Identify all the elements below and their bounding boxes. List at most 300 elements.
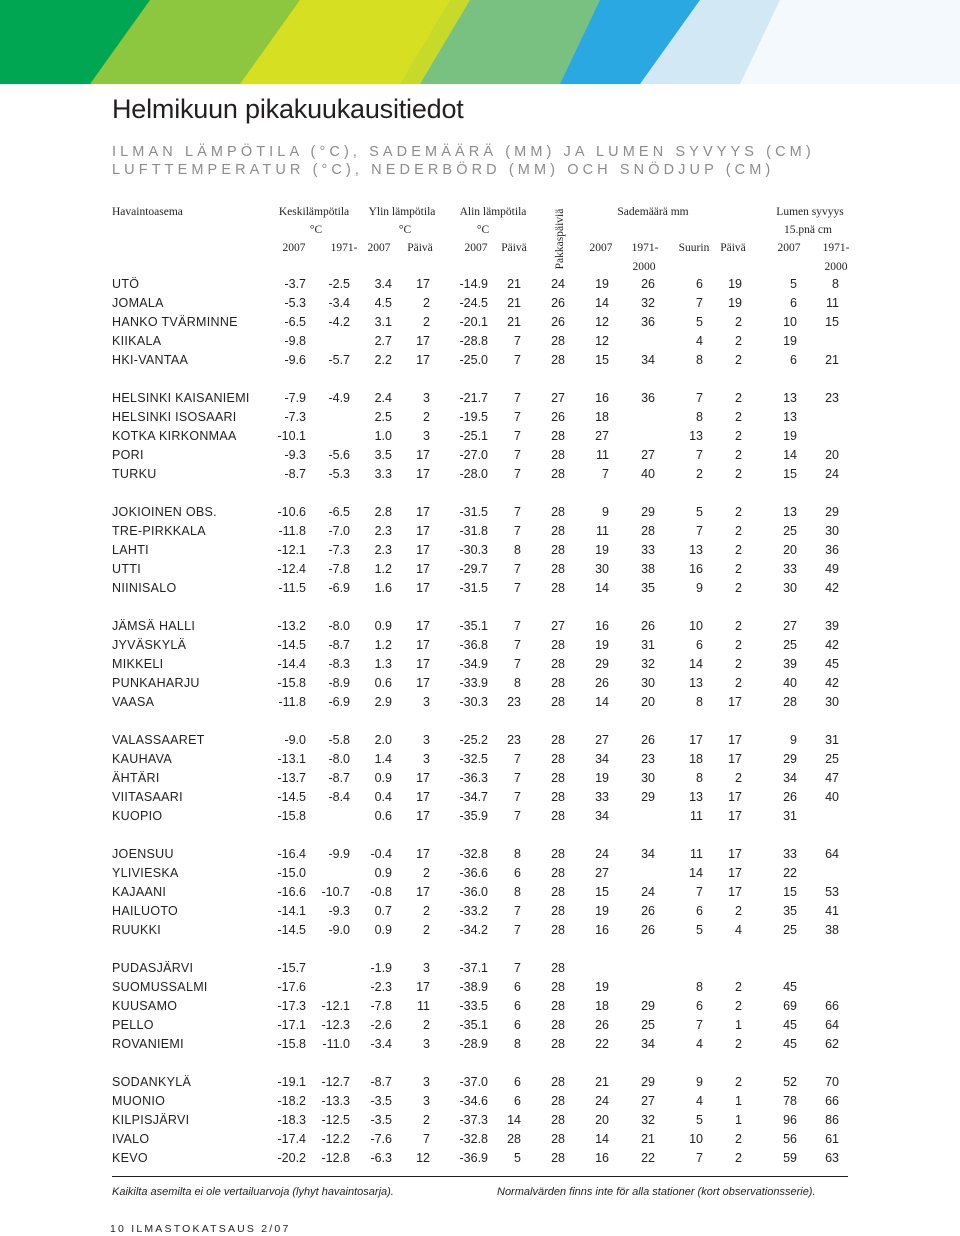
cell-precip-largest: 13: [689, 429, 703, 443]
cell-min-day: 8: [514, 885, 521, 899]
cell-snow-1971-2000: 8: [832, 277, 839, 291]
table-row: [0, 294, 960, 313]
cell-mean-2007: -14.4: [277, 657, 306, 671]
cell-min-day: 23: [507, 695, 521, 709]
cell-precip-largest: 11: [690, 809, 703, 823]
station-name: MIKKELI: [112, 657, 164, 671]
cell-max-day: 3: [423, 391, 430, 405]
station-name: KEVO: [112, 1151, 148, 1165]
cell-mean-2007: -11.5: [278, 581, 306, 595]
cell-mean-1971-2000: -4.2: [328, 315, 350, 329]
station-name: KAJAANI: [112, 885, 167, 899]
station-name: KOTKA KIRKONMAA: [112, 429, 237, 443]
cell-max-day: 2: [423, 1018, 430, 1032]
cell-snow-2007: 25: [783, 524, 797, 538]
station-name: JÄMSÄ HALLI: [112, 619, 196, 633]
cell-min-day: 7: [514, 353, 521, 367]
cell-precip-2007: 33: [595, 790, 609, 804]
cell-snow-2007: 15: [783, 467, 797, 481]
cell-precip-day: 19: [728, 277, 742, 291]
cell-precip-day: 17: [728, 733, 742, 747]
cell-frost-days: 26: [551, 296, 565, 310]
cell-precip-1971-2000: 30: [641, 676, 655, 690]
cell-snow-2007: 25: [783, 638, 797, 652]
cell-precip-day: 1: [735, 1018, 742, 1032]
cell-min-day: 7: [514, 923, 521, 937]
cell-min-2007: -21.7: [459, 391, 488, 405]
cell-max-day: 17: [416, 771, 430, 785]
cell-frost-days: 28: [551, 562, 565, 576]
cell-min-2007: -27.0: [459, 448, 488, 462]
cell-frost-days: 28: [551, 1151, 565, 1165]
station-name: SODANKYLÄ: [112, 1075, 192, 1089]
station-name: KAUHAVA: [112, 752, 172, 766]
cell-precip-2007: 14: [595, 1132, 609, 1146]
cell-mean-2007: -14.1: [277, 904, 306, 918]
station-name: JYVÄSKYLÄ: [112, 638, 187, 652]
cell-snow-1971-2000: 61: [825, 1132, 839, 1146]
cell-snow-1971-2000: 47: [825, 771, 839, 785]
cell-snow-2007: 22: [783, 866, 797, 880]
cell-mean-1971-2000: -8.7: [328, 638, 350, 652]
cell-frost-days: 28: [551, 543, 565, 557]
cell-precip-2007: 19: [595, 771, 609, 785]
cell-precip-1971-2000: 26: [641, 923, 655, 937]
cell-mean-2007: -9.8: [284, 334, 306, 348]
page-title: Helmikuun pikakuukausitiedot: [112, 94, 464, 124]
cell-precip-day: 17: [728, 847, 742, 861]
cell-frost-days: 28: [551, 923, 565, 937]
cell-frost-days: 28: [551, 999, 565, 1013]
table-row: [0, 655, 960, 674]
cell-mean-2007: -17.4: [277, 1132, 306, 1146]
subtitle-finnish: ILMAN LÄMPÖTILA (°C), SADEMÄÄRÄ (MM) JA LUMEN SYVYYS (CM): [112, 144, 815, 160]
decorative-banner: [0, 0, 960, 84]
header-max-2007: 2007: [367, 242, 391, 254]
header-mean-temp: Keskilämpötila: [278, 206, 350, 218]
cell-precip-day: 2: [735, 581, 742, 595]
cell-precip-2007: 16: [595, 391, 609, 405]
cell-snow-2007: 10: [783, 315, 797, 329]
station-name: YLIVIESKA: [112, 866, 179, 880]
cell-snow-1971-2000: 21: [825, 353, 839, 367]
cell-mean-1971-2000: -12.1: [321, 999, 350, 1013]
station-name: JOKIOINEN OBS.: [112, 505, 217, 519]
cell-max-day: 7: [423, 1132, 430, 1146]
cell-max-2007: -1.9: [370, 961, 392, 975]
cell-min-2007: -25.2: [459, 733, 488, 747]
cell-min-2007: -33.5: [459, 999, 488, 1013]
station-name: UTTI: [112, 562, 141, 576]
cell-frost-days: 28: [551, 1113, 565, 1127]
table-row: [0, 731, 960, 750]
station-name: VALASSAARET: [112, 733, 205, 747]
cell-precip-2007: 21: [595, 1075, 609, 1089]
cell-precip-1971-2000: 25: [641, 1018, 655, 1032]
cell-precip-day: 17: [728, 695, 742, 709]
cell-max-2007: 0.4: [374, 790, 392, 804]
cell-min-day: 7: [514, 505, 521, 519]
header-precip-largest: Suurin: [678, 242, 710, 254]
table-row: [0, 674, 960, 693]
cell-max-day: 17: [416, 467, 430, 481]
cell-min-day: 21: [507, 296, 521, 310]
cell-precip-day: 1: [735, 1094, 742, 1108]
table-row: [0, 750, 960, 769]
cell-max-day: 3: [423, 961, 430, 975]
cell-precip-day: 2: [735, 771, 742, 785]
cell-min-2007: -37.0: [459, 1075, 488, 1089]
cell-snow-2007: 20: [783, 543, 797, 557]
cell-precip-2007: 20: [595, 1113, 609, 1127]
cell-precip-2007: 24: [595, 847, 609, 861]
cell-mean-2007: -13.2: [277, 619, 306, 633]
station-name: HANKO TVÄRMINNE: [112, 315, 238, 329]
cell-max-2007: 1.2: [374, 562, 392, 576]
cell-precip-largest: 14: [689, 657, 703, 671]
cell-min-2007: -29.7: [459, 562, 488, 576]
cell-frost-days: 28: [551, 885, 565, 899]
cell-mean-1971-2000: -5.3: [328, 467, 350, 481]
cell-precip-day: 4: [735, 923, 742, 937]
cell-min-day: 7: [514, 429, 521, 443]
cell-frost-days: 28: [551, 1075, 565, 1089]
cell-snow-2007: 6: [790, 353, 797, 367]
table-row: [0, 1149, 960, 1168]
cell-min-2007: -28.9: [459, 1037, 488, 1051]
cell-min-2007: -32.8: [459, 1132, 488, 1146]
cell-mean-2007: -11.8: [278, 695, 306, 709]
cell-mean-2007: -9.6: [284, 353, 306, 367]
cell-precip-largest: 6: [696, 904, 703, 918]
cell-min-2007: -25.0: [459, 353, 488, 367]
header-frost-days: Pakkaspäiviä: [554, 208, 566, 270]
cell-mean-1971-2000: -11.0: [322, 1037, 350, 1051]
cell-precip-1971-2000: 36: [641, 315, 655, 329]
cell-mean-1971-2000: -12.7: [321, 1075, 350, 1089]
cell-min-day: 8: [514, 1037, 521, 1051]
cell-max-day: 17: [416, 980, 430, 994]
cell-mean-2007: -10.6: [277, 505, 306, 519]
cell-precip-day: 2: [735, 562, 742, 576]
cell-frost-days: 28: [551, 790, 565, 804]
cell-frost-days: 28: [551, 1094, 565, 1108]
cell-mean-2007: -12.4: [277, 562, 306, 576]
cell-precip-largest: 5: [696, 1113, 703, 1127]
cell-precip-day: 2: [735, 410, 742, 424]
table-row: [0, 902, 960, 921]
cell-frost-days: 28: [551, 676, 565, 690]
cell-max-2007: -0.8: [370, 885, 392, 899]
cell-mean-2007: -15.8: [277, 676, 306, 690]
table-row: [0, 351, 960, 370]
cell-mean-1971-2000: -4.9: [328, 391, 350, 405]
cell-mean-1971-2000: -12.3: [321, 1018, 350, 1032]
table-row: [0, 1035, 960, 1054]
cell-precip-day: 17: [728, 790, 742, 804]
cell-min-2007: -32.5: [459, 752, 488, 766]
cell-precip-2007: 19: [595, 638, 609, 652]
table-body: [0, 275, 960, 1168]
cell-precip-largest: 10: [689, 619, 703, 633]
cell-mean-2007: -14.5: [277, 790, 306, 804]
cell-precip-largest: 6: [696, 638, 703, 652]
cell-precip-1971-2000: 29: [641, 505, 655, 519]
station-name: SUOMUSSALMI: [112, 980, 208, 994]
cell-max-day: 2: [423, 410, 430, 424]
cell-precip-day: 2: [735, 638, 742, 652]
table-row: [0, 769, 960, 788]
cell-mean-2007: -14.5: [277, 923, 306, 937]
cell-max-day: 17: [416, 638, 430, 652]
cell-max-day: 2: [423, 866, 430, 880]
table-row: [0, 427, 960, 446]
cell-mean-1971-2000: -9.3: [328, 904, 350, 918]
cell-max-day: 3: [423, 733, 430, 747]
cell-max-day: 17: [416, 619, 430, 633]
cell-snow-2007: 29: [783, 752, 797, 766]
cell-precip-1971-2000: 27: [641, 1094, 655, 1108]
cell-mean-2007: -19.1: [277, 1075, 306, 1089]
cell-precip-day: 2: [735, 505, 742, 519]
cell-max-2007: -8.7: [370, 1075, 392, 1089]
cell-snow-2007: 40: [783, 676, 797, 690]
cell-precip-largest: 5: [696, 315, 703, 329]
cell-max-2007: 1.6: [374, 581, 392, 595]
cell-precip-2007: 12: [595, 315, 609, 329]
cell-mean-2007: -13.1: [277, 752, 306, 766]
cell-min-2007: -31.5: [459, 505, 488, 519]
cell-precip-largest: 8: [696, 771, 703, 785]
cell-mean-1971-2000: -12.2: [321, 1132, 350, 1146]
cell-snow-2007: 33: [783, 847, 797, 861]
cell-snow-2007: 14: [783, 448, 797, 462]
cell-frost-days: 28: [551, 657, 565, 671]
cell-precip-1971-2000: 26: [641, 733, 655, 747]
cell-snow-1971-2000: 64: [825, 847, 839, 861]
table-row: [0, 807, 960, 826]
cell-mean-1971-2000: -7.8: [328, 562, 350, 576]
cell-min-2007: -38.9: [459, 980, 488, 994]
cell-mean-1971-2000: -5.8: [328, 733, 350, 747]
cell-min-day: 8: [514, 847, 521, 861]
station-name: JOENSUU: [112, 847, 174, 861]
cell-precip-2007: 11: [596, 448, 609, 462]
station-name: ÄHTÄRI: [112, 771, 160, 785]
cell-frost-days: 26: [551, 315, 565, 329]
cell-precip-day: 17: [728, 809, 742, 823]
cell-precip-1971-2000: 34: [641, 353, 655, 367]
cell-max-2007: 2.4: [374, 391, 392, 405]
cell-min-2007: -36.0: [459, 885, 488, 899]
header-unit-min: °C: [476, 224, 490, 236]
cell-min-2007: -30.3: [459, 695, 488, 709]
cell-precip-2007: 15: [595, 885, 609, 899]
cell-precip-2007: 27: [595, 733, 609, 747]
cell-frost-days: 28: [551, 771, 565, 785]
cell-max-day: 17: [416, 885, 430, 899]
cell-min-day: 6: [514, 1018, 521, 1032]
cell-snow-1971-2000: 42: [825, 581, 839, 595]
cell-snow-2007: 13: [783, 410, 797, 424]
cell-frost-days: 28: [551, 505, 565, 519]
cell-max-day: 11: [417, 999, 430, 1013]
cell-max-day: 3: [423, 429, 430, 443]
cell-snow-1971-2000: 30: [825, 695, 839, 709]
cell-precip-2007: 9: [602, 505, 609, 519]
cell-precip-day: 17: [728, 752, 742, 766]
cell-precip-day: 2: [735, 619, 742, 633]
cell-min-day: 28: [507, 1132, 521, 1146]
cell-precip-day: 2: [735, 999, 742, 1013]
table-row: [0, 788, 960, 807]
cell-min-2007: -24.5: [459, 296, 488, 310]
cell-max-2007: 4.5: [374, 296, 392, 310]
cell-max-2007: 0.6: [374, 676, 392, 690]
cell-precip-2007: 19: [595, 980, 609, 994]
cell-precip-2007: 24: [595, 1094, 609, 1108]
station-name: VIITASAARI: [112, 790, 183, 804]
cell-max-day: 2: [423, 923, 430, 937]
cell-min-day: 7: [514, 638, 521, 652]
cell-min-2007: -31.5: [459, 581, 488, 595]
cell-max-2007: 0.7: [374, 904, 392, 918]
cell-precip-day: 19: [728, 296, 742, 310]
cell-snow-2007: 59: [783, 1151, 797, 1165]
cell-min-2007: -28.8: [459, 334, 488, 348]
cell-precip-day: 2: [735, 676, 742, 690]
cell-min-day: 7: [514, 809, 521, 823]
station-name: KIIKALA: [112, 334, 162, 348]
station-name: PUNKAHARJU: [112, 676, 200, 690]
cell-min-day: 23: [507, 733, 521, 747]
cell-precip-day: 1: [735, 1113, 742, 1127]
cell-precip-2007: 14: [595, 296, 609, 310]
cell-precip-day: 2: [735, 657, 742, 671]
cell-max-2007: 3.1: [374, 315, 392, 329]
cell-max-day: 17: [416, 809, 430, 823]
cell-precip-largest: 7: [696, 391, 703, 405]
cell-frost-days: 24: [551, 277, 565, 291]
cell-precip-largest: 9: [696, 581, 703, 595]
cell-precip-day: 2: [735, 448, 742, 462]
cell-precip-largest: 2: [696, 467, 703, 481]
cell-precip-1971-2000: 38: [641, 562, 655, 576]
cell-snow-1971-2000: 39: [825, 619, 839, 633]
cell-precip-1971-2000: 32: [641, 1113, 655, 1127]
cell-precip-1971-2000: 36: [641, 391, 655, 405]
cell-min-day: 7: [514, 524, 521, 538]
cell-mean-2007: -5.3: [284, 296, 306, 310]
cell-max-2007: 2.7: [374, 334, 392, 348]
cell-max-day: 17: [416, 581, 430, 595]
cell-min-2007: -36.8: [459, 638, 488, 652]
station-name: HELSINKI ISOSAARI: [112, 410, 237, 424]
cell-min-2007: -20.1: [459, 315, 488, 329]
cell-precip-largest: 8: [696, 980, 703, 994]
cell-precip-largest: 7: [696, 1151, 703, 1165]
table-row: [0, 503, 960, 522]
cell-precip-1971-2000: 24: [641, 885, 655, 899]
station-name: NIINISALO: [112, 581, 177, 595]
cell-frost-days: 28: [551, 733, 565, 747]
cell-precip-2007: 22: [595, 1037, 609, 1051]
cell-mean-1971-2000: -12.5: [321, 1113, 350, 1127]
cell-snow-2007: 15: [783, 885, 797, 899]
cell-min-2007: -36.9: [459, 1151, 488, 1165]
cell-min-day: 7: [514, 467, 521, 481]
cell-mean-2007: -3.7: [284, 277, 306, 291]
cell-precip-largest: 8: [696, 410, 703, 424]
cell-mean-2007: -17.6: [277, 980, 306, 994]
cell-frost-days: 28: [551, 448, 565, 462]
header-min-day: Päivä: [501, 242, 527, 254]
cell-precip-2007: 11: [596, 524, 609, 538]
cell-max-day: 17: [416, 543, 430, 557]
cell-min-2007: -30.3: [459, 543, 488, 557]
cell-min-2007: -32.8: [459, 847, 488, 861]
cell-mean-2007: -20.2: [277, 1151, 306, 1165]
table-row: [0, 465, 960, 484]
header-station: Havaintoasema: [112, 206, 183, 218]
station-name: KILPISJÄRVI: [112, 1113, 190, 1127]
cell-min-2007: -34.7: [459, 790, 488, 804]
cell-mean-1971-2000: -8.0: [328, 619, 350, 633]
cell-precip-1971-2000: 26: [641, 904, 655, 918]
cell-snow-1971-2000: 42: [825, 638, 839, 652]
cell-max-day: 2: [423, 296, 430, 310]
cell-min-2007: -36.3: [459, 771, 488, 785]
cell-min-day: 8: [514, 676, 521, 690]
station-name: LAHTI: [112, 543, 149, 557]
cell-frost-days: 28: [551, 334, 565, 348]
cell-max-2007: -3.5: [370, 1094, 392, 1108]
cell-snow-1971-2000: 42: [825, 676, 839, 690]
header-snow-2000: 2000: [824, 261, 848, 273]
cell-snow-1971-2000: 38: [825, 923, 839, 937]
cell-precip-largest: 6: [696, 277, 703, 291]
cell-min-day: 8: [514, 543, 521, 557]
cell-snow-2007: 27: [783, 619, 797, 633]
cell-max-day: 17: [416, 562, 430, 576]
footnote-finnish: Kaikilta asemilta ei ole vertailuarvoja (lyhyt havaintosarja).: [112, 1186, 394, 1198]
station-name: PORI: [112, 448, 144, 462]
cell-precip-day: 2: [735, 1075, 742, 1089]
cell-precip-1971-2000: 30: [641, 771, 655, 785]
cell-max-2007: -7.8: [370, 999, 392, 1013]
table-bottom-rule: [112, 1176, 848, 1177]
cell-frost-days: 28: [551, 524, 565, 538]
table-row: [0, 1073, 960, 1092]
station-name: IVALO: [112, 1132, 150, 1146]
cell-snow-2007: 35: [783, 904, 797, 918]
cell-mean-1971-2000: -8.0: [328, 752, 350, 766]
station-name: PUDASJÄRVI: [112, 961, 194, 975]
cell-precip-largest: 7: [696, 524, 703, 538]
cell-snow-2007: 69: [783, 999, 797, 1013]
station-name: TRE-PIRKKALA: [112, 524, 206, 538]
cell-snow-2007: 56: [783, 1132, 797, 1146]
cell-min-day: 7: [514, 448, 521, 462]
cell-snow-1971-2000: 11: [826, 296, 839, 310]
cell-mean-1971-2000: -6.9: [328, 581, 350, 595]
cell-frost-days: 27: [551, 619, 565, 633]
cell-max-2007: 0.9: [374, 866, 392, 880]
cell-min-2007: -14.9: [459, 277, 488, 291]
header-precip: Sademäärä mm: [617, 206, 689, 218]
cell-precip-2007: 18: [595, 999, 609, 1013]
cell-snow-2007: 45: [783, 1018, 797, 1032]
